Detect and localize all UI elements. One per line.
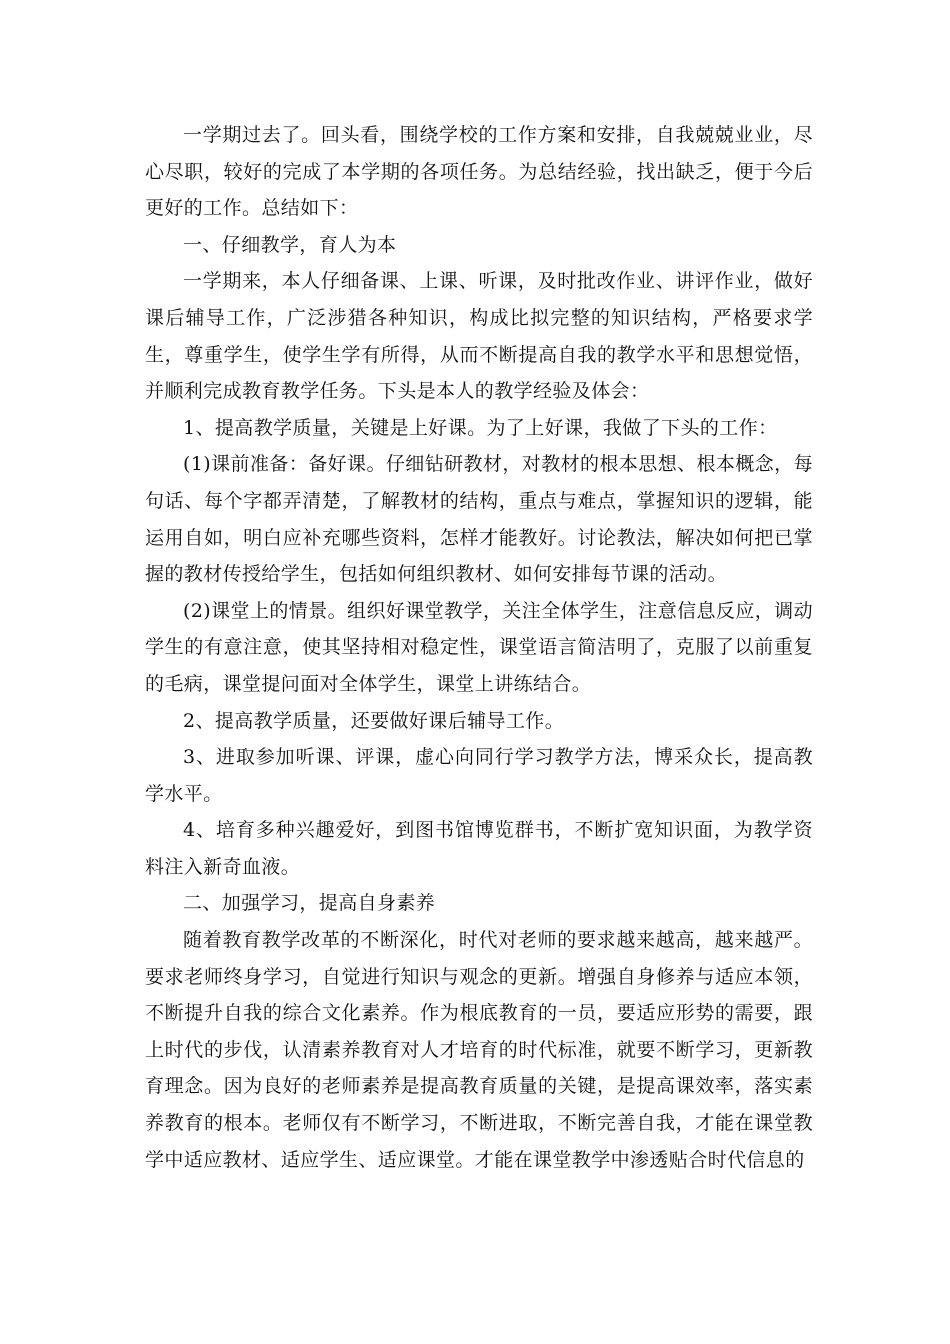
item-1-2-paragraph: (2)课堂上的情景。组织好课堂教学，关注全体学生，注意信息反应，调动学生的有意注意，使其坚持相对稳定性，课堂语言简洁明了，克服了以前重复的毛病，课堂提问面对全体学生，课堂上讲练结合。: [145, 599, 813, 695]
section-heading-1: 一、仔细教学，育人为本: [183, 233, 397, 256]
intro-paragraph: 一学期过去了。回头看，围绕学校的工作方案和安排，自我兢兢业业，尽心尽职，较好的完成了本学期的各项任务。为总结经验，找出缺乏，便于今后更好的工作。总结如下：: [145, 124, 813, 220]
item-1-paragraph: 1、提高教学质量，关键是上好课。为了上好课，我做了下头的工作：: [183, 416, 778, 439]
item-4-paragraph: 4、培育多种兴趣爱好，到图书馆博览群书，不断扩宽知识面，为教学资料注入新奇血液。: [145, 819, 813, 878]
item-3-paragraph: 3、进取参加听课、评课，虚心向同行学习教学方法，博采众长，提高教学水平。: [145, 746, 813, 805]
item-2-paragraph: 2、提高教学质量，还要做好课后辅导工作。: [183, 709, 565, 732]
section-1-paragraph: 一学期来，本人仔细备课、上课、听课，及时批改作业、讲评作业，做好课后辅导工作，广泛涉猎各种知识，构成比拟完整的知识结构，严格要求学生，尊重学生，使学生学有所得，从而不断提高自我的教学水平和思想觉悟，并顺利完成教育教学任务。下头是本人的教学经验及体会：: [145, 270, 813, 403]
section-2-paragraph: 随着教育教学改革的不断深化，时代对老师的要求越来越高，越来越严。要求老师终身学习，自觉进行知识与观念的更新。增强自身修养与适应本领，不断提升自我的综合文化素养。作为根底教育的一员，要适应形势的需要，跟上时代的步伐，认清素养教育对人才培育的时代标准，就要不断学习，更新教育理念。因为良好的老师素养是提高教育质量的关键，是提高课效率，落实素养教育的根本。老师仅有不断学习，不断进取，不断完善自我，才能在课堂教学中适应教材、适应学生、适应课堂。才能在课堂教学中渗透贴合时代信息的: [145, 929, 813, 1171]
section-heading-2: 二、加强学习，提高自身素养: [183, 892, 436, 915]
item-1-1-paragraph: (1)课前准备：备好课。仔细钻研教材，对教材的根本思想、根本概念，每句话、每个字都弄清楚，了解教材的结构，重点与难点，掌握知识的逻辑，能运用自如，明白应补充哪些资料，怎样才能教好。讨论教法，解决如何把已掌握的教材传授给学生，包括如何组织教材、如何安排每节课的活动。: [145, 453, 813, 586]
document-body: [145, 117, 813, 1178]
